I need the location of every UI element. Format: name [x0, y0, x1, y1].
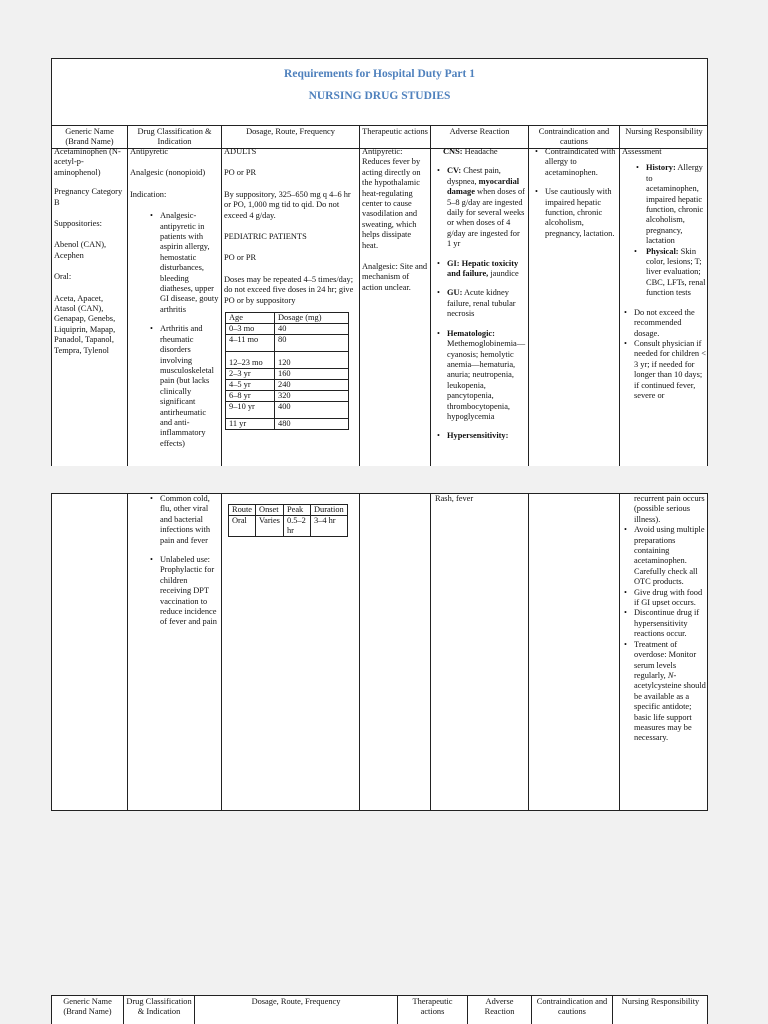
cell-therapeutic-cont	[359, 494, 430, 810]
col-header-dosage: Dosage, Route, Frequency	[221, 126, 359, 148]
cell-classification: Antipyretic Analgesic (nonopioid) Indication: • Analgesic-antipyretic in patients with aspirin allergy, hemostatic disturbances, bleeding diatheses, upper GI disease, gouty arthritis • Arthritis and rheumatic disorders involving musculoskeletal pain (but lacks clinically significant antirheumatic and anti-inflammatory effects)	[127, 147, 221, 466]
list-item: • Unlabeled use: Prophylactic for children receiving DPT vaccination to reduce incidence of fever and pain	[146, 555, 219, 628]
page-1	[51, 58, 708, 466]
table-row: 11 yr 480	[226, 419, 349, 430]
cell-nursing: Assessment • History: Allergy to acetaminophen, impaired hepatic function, chronic alcoholism, pregnancy, lactation • Physical: Skin color, lesions; T; liver evaluation; CBC, LFTs, renal function tests • Do not exceed the recommended dosage. • Consult physician if needed for children < 3 yr; if needed for longer than 10 days; if continued fever, severe or	[619, 147, 708, 466]
col-header-classification: Drug Classification & Indication	[127, 126, 221, 148]
page-2	[51, 493, 708, 811]
page-3	[51, 995, 708, 1024]
table-body	[52, 147, 707, 466]
col-header-classification: Drug Classification & Indication	[123, 996, 194, 1024]
col-header-adverse: Adverse Reaction	[430, 126, 528, 148]
col-header-generic: Generic Name (Brand Name)	[65, 127, 114, 146]
table-row: 6–8 yr 320	[226, 391, 349, 402]
header-title: Requirements for Hospital Duty Part 1	[284, 68, 475, 80]
list-item: • Common cold, flu, other viral and bacterial infections with pain and fever	[146, 494, 219, 546]
table-row: 2–3 yr 160	[226, 369, 349, 380]
cell-generic-cont	[52, 494, 127, 810]
table-row: 0–3 mo 40	[226, 324, 349, 335]
cell-adverse-cont: Rash, fever	[430, 494, 528, 810]
list-item: • Analgesic-antipyretic in patients with aspirin allergy, hemostatic disturbances, bleeding diatheses, upper GI disease, gouty arthritis	[146, 211, 219, 315]
table-row: Oral Varies 0.5–2 hr 3–4 hr	[229, 516, 348, 537]
col-header-generic: Generic Name (Brand Name)	[63, 997, 112, 1016]
cell-dosage: ADULTS PO or PR By suppository, 325–650 mg q 4–6 hr or PO, 1,000 mg tid to qid. Do not exceed 4 g/day. PEDIATRIC PATIENTS PO or PR Doses may be repeated 4–5 times/day; do not exceed five doses in 24 hr; give PO or by suppository Age Dosage (mg) 0–3 mo 40 4–11 mo 80 12–23 mo 120 2–3 yr 160 4–5 yr 240 6–8 yr 320 9–10 yr 400 11 yr 480	[221, 147, 359, 466]
col-header-adverse: Adverse Reaction	[467, 996, 531, 1024]
cell-contra: • Contraindicated with allergy to acetaminophen. • Use cautiously with impaired hepatic function, chronic alcoholism, pregnancy, lactation.	[528, 147, 619, 466]
list-item: • Arthritis and rheumatic disorders involving musculoskeletal pain (but lacks clinically significant antirheumatic and anti-inflammatory effects)	[146, 324, 219, 449]
cell-dosage-cont	[221, 494, 359, 810]
table-row: 4–11 mo 80	[226, 335, 349, 352]
table-header-row	[52, 125, 707, 149]
table-row: 4–5 yr 240	[226, 380, 349, 391]
col-header-contra: Contraindication and cautions	[528, 126, 619, 148]
pediatric-dose-table: Age Dosage (mg) 0–3 mo 40 4–11 mo 80 12–23 mo 120 2–3 yr 160 4–5 yr 240 6–8 yr 320 9–10 yr 400 11 yr 480	[225, 312, 349, 430]
col-header-nursing: Nursing Responsibility	[612, 996, 708, 1024]
cell-classification-cont	[127, 494, 221, 810]
cell-therapeutic: Antipyretic: Reduces fever by acting directly on the hypothalamic heat-regulating center to cause vasodilation and sweating, which helps dissipate heat. Analgesic: Site and mechanism of action unclear.	[359, 147, 430, 466]
table-row: 9–10 yr 400	[226, 402, 349, 419]
col-header-dosage: Dosage, Route, Frequency	[194, 996, 397, 1024]
pharmacokinetics-table: Route Onset Peak Duration Oral Varies 0.5–2 hr 3–4 hr	[228, 504, 348, 537]
cell-generic: Acetaminophen (N-acetyl-p-aminophenol) Pregnancy Category B Suppositories: Abenol (CAN), Acephen Oral: Aceta, Apacet, Atasol (CAN), Genapap, Genebs, Liquiprin, Mapap, Panadol, Tapanol, Tempra, Tylenol	[54, 147, 123, 355]
cell-nursing-cont: recurrent pain occurs (possible serious illness). • Avoid using multiple preparations containing acetaminophen. Carefully check all OTC products. • Give drug with food if GI upset occurs. • Discontinue drug if hypersensitivity reactions occur. • Treatment of overdose: Monitor serum levels regularly, N-acetylcysteine should be available as a specific antidote; basic life support measures may be necessary.	[619, 494, 708, 810]
cell-adverse: CNS: Headache • CV: Chest pain, dyspnea, myocardial damage when doses of 5–8 g/day are ingested daily for several weeks or when doses of 4 g/day are ingested for 1 yr • GI: Hepatic toxicity and failure, jaundice • GU: Acute kidney failure, renal tubular necrosis • Hematologic: Methemoglobinemia—cyanosis; hemolytic anemia—hematuria, anuria; neutropenia, leukopenia, pancytopenia, thrombocytopenia, hypoglycemia • Hypersensitivity:	[430, 147, 528, 466]
header-subtitle: NURSING DRUG STUDIES	[308, 90, 451, 102]
table-row: 12–23 mo 120	[226, 352, 349, 369]
col-header-contra: Contraindication and cautions	[531, 996, 612, 1024]
col-header-nursing: Nursing Responsibility	[619, 126, 708, 148]
cell-contra-cont	[528, 494, 619, 810]
col-header-therapeutic: Therapeutic actions	[359, 126, 430, 148]
col-header-therapeutic: Therapeutic actions	[397, 996, 467, 1024]
